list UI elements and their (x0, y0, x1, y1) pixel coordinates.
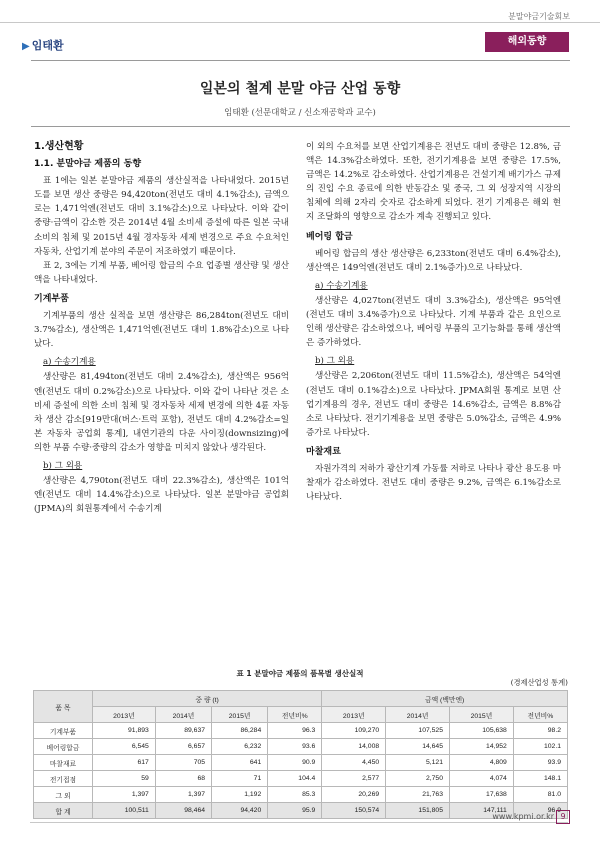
table-cell: 6,232 (212, 739, 268, 755)
table-row-label: 기계부품 (34, 723, 93, 739)
table-row-label: 합 계 (34, 803, 93, 819)
table-cell: 98,464 (155, 803, 211, 819)
table-cell: 6,657 (155, 739, 211, 755)
table-header-item: 품 목 (34, 691, 93, 723)
table-cell: 1,397 (155, 787, 211, 803)
table-cell: 81.0 (513, 787, 567, 803)
left-column (34, 140, 289, 516)
paragraph: 생산량은 2,206ton(전년도 대비 11.5%감소), 생산액은 54억엔(전년도 대비 0.1%감소)으로 나타났다. JPMA회원 통계로 보면 산업기계용의 경우, 전년도 대비 중량은 14.6%감소, 금액은 8.8%감소로 나타났다. 전기기계용을 보면 중량은 5.0%감소, 금액은 4.9% 증가로 나타났다. (306, 371, 561, 438)
table-row (34, 771, 568, 787)
table-cell: 150,574 (322, 803, 386, 819)
table-cell: 705 (155, 755, 211, 771)
article-title: 일본의 철계 분말 야금 산업 동향 (199, 81, 401, 97)
table-cell: 21,763 (386, 787, 450, 803)
table-row-label: 그 외 (34, 787, 93, 803)
table-row (34, 787, 568, 803)
subheading-transport: a) 수송기계용 (315, 280, 368, 291)
table-cell: 96.3 (268, 723, 322, 739)
table-cell: 59 (93, 771, 156, 787)
subheading-other: b) 그 외용 (43, 460, 83, 471)
table-header-amount: 금액 (백만엔) (322, 691, 568, 707)
table-cell: 104.4 (268, 771, 322, 787)
author-tag-label: 임태환 (31, 39, 64, 52)
heading-bearing-alloy: 베어링 합금 (306, 231, 353, 242)
table-cell: 93.9 (513, 755, 567, 771)
table-row-label: 마찰재료 (34, 755, 93, 771)
subheading-other: b) 그 외용 (315, 356, 355, 367)
paragraph: 기계부품의 생산 실적을 보면 생산량은 86,284ton(전년도 대비 3.7%감소), 생산액은 1,471억엔(전년도 대비 1.8%감소)으로 나타났다. (34, 311, 289, 350)
heading-friction-material: 마찰재료 (306, 446, 341, 457)
table-col-header: 2013년 (322, 707, 386, 723)
right-column (306, 140, 561, 504)
table-row (34, 739, 568, 755)
table-cell: 1,397 (93, 787, 156, 803)
table-col-header: 2015년 (450, 707, 514, 723)
table-col-header: 전년비% (268, 707, 322, 723)
journal-name: 분말야금기술회보 (508, 12, 570, 21)
table-cell: 100,511 (93, 803, 156, 819)
table-cell: 14,645 (386, 739, 450, 755)
title-rule-bottom (31, 126, 570, 127)
footer-rule (30, 822, 568, 823)
paragraph: 자원가격의 저하가 광산기계 가동률 저하로 나타나 광산 용도용 마찰재가 감소하였다. 전년도 대비 중량은 9.2%, 금액은 6.1%감소로 나타났다. (306, 463, 561, 503)
table-row (34, 723, 568, 739)
table-row-label: 베어링합금 (34, 739, 93, 755)
table-cell: 5,121 (386, 755, 450, 771)
table-cell: 4,809 (450, 755, 514, 771)
table-col-header: 2014년 (386, 707, 450, 723)
subheading-transport: a) 수송기계용 (43, 357, 96, 368)
website-link[interactable]: www.kpmi.or.kr (492, 812, 554, 821)
article-byline: 임태환 (선문대학교 / 신소재공학과 교수) (224, 108, 376, 118)
table-cell: 94,420 (212, 803, 268, 819)
table-cell: 91,893 (93, 723, 156, 739)
table-row (34, 755, 568, 771)
table-cell: 85.3 (268, 787, 322, 803)
table-header-weight: 중 량 (t) (93, 691, 322, 707)
section-tag: 해외동향 (485, 32, 569, 52)
table-cell: 71 (212, 771, 268, 787)
table-cell: 68 (155, 771, 211, 787)
table-cell: 86,284 (212, 723, 268, 739)
header-rule (0, 22, 600, 23)
production-table (33, 690, 568, 819)
table-total-row (34, 803, 568, 819)
heading-machine-parts: 기계부품 (34, 293, 69, 304)
table-cell: 4,450 (322, 755, 386, 771)
table-cell: 4,074 (450, 771, 514, 787)
table-cell: 151,805 (386, 803, 450, 819)
author-tag (22, 37, 64, 53)
table-col-header: 전년비% (513, 707, 567, 723)
table-cell: 1,192 (212, 787, 268, 803)
table-col-header: 2013년 (93, 707, 156, 723)
table-cell: 95.9 (268, 803, 322, 819)
table-row-label: 전기접점 (34, 771, 93, 787)
table-cell: 105,638 (450, 723, 514, 739)
paragraph: 베어링 합금의 생산 생산량은 6,233ton(전년도 대비 6.4%감소), 생산액은 149억엔(전년도 대비 2.1%증가)으로 나타났다. (306, 248, 561, 273)
table-cell: 147,111 (450, 803, 514, 819)
paragraph: 표 2, 3에는 기계 부품, 베어링 합금의 수요 업종별 생산량 및 생산액을 나타내었다. (34, 260, 289, 285)
table-caption: 표 1 분말야금 제품의 품목별 생산실적 (236, 669, 364, 678)
table-cell: 6,545 (93, 739, 156, 755)
table-cell: 102.1 (513, 739, 567, 755)
table-col-header: 2014년 (155, 707, 211, 723)
paragraph: 생산량은 81,494ton(전년도 대비 2.4%감소), 생산액은 956억엔(전년도 대비 0.2%감소)으로 나타났다. 이와 같이 나타난 것은 소비세 증설에 의한 소비 침체 및 경자동차 세제 변경에 의한 4륜 자동차 생산 감소[919만대(버스·트럭 포함), 전년도 대비 4.2%감소=일본 자동차 공업회 통계], 내연기관의 다운 사이징(downsizing)에 의한 부품 수량·중량의 감소가 영향을 미치지 않았나 생각된다. (34, 372, 289, 453)
title-rule-top (31, 60, 570, 61)
heading-production: 1.생산현황 (34, 141, 84, 152)
paragraph: 이 외의 수요처를 보면 산업기계용은 전년도 대비 중량은 12.8%, 금액은 14.3%감소하였다. 또한, 전기기계용을 보면 중량은 17.5%, 금액은 14.2%로 감소하였다. 산업기계용은 건설기계 배기가스 규제의 진입 수요 종료에 의한 반동감소 및 중국, 그 외 성장지역 시장의 침체에 의해 2자리 숫자로 감소하게 되었다. 전기 기계용은 해외 현지 조달화의 영향으로 감소가 계속 진행되고 있다. (306, 142, 561, 223)
table-cell: 98.2 (513, 723, 567, 739)
table-cell: 17,638 (450, 787, 514, 803)
page-number: 9 (556, 810, 570, 824)
paragraph: 표 1에는 일본 분말야금 제품의 생산실적을 나타내었다. 2015년도를 보면 생산 중량은 94,420ton(전년도 대비 4.1%감소), 금액으로는 1,471억엔(전년도 대비 3.1%감소)으로 나타났다. 이와 같이 중량·금액이 감소한 것은 2014년 4월 소비세 증설에 따른 일본 국내 소비의 침체 및 2015년 4월 경자동차 세제 변경으로 주요 수요처인 자동차, 산업기계 분야의 주문이 저조하였기 때문이다. (34, 176, 289, 257)
table-cell: 93.6 (268, 739, 322, 755)
table-cell: 96.9 (513, 803, 567, 819)
table-cell: 2,577 (322, 771, 386, 787)
table-cell: 109,270 (322, 723, 386, 739)
heading-pm-products: 1.1. 분말야금 제품의 동향 (34, 159, 142, 170)
table-cell: 617 (93, 755, 156, 771)
table-cell: 14,008 (322, 739, 386, 755)
table-cell: 20,269 (322, 787, 386, 803)
paragraph: 생산량은 4,027ton(전년도 대비 3.3%감소), 생산액은 95억엔(전년도 대비 3.4%증가)으로 나타났다. 기계 부품과 같은 요인으로 인해 생산량은 감소하였으나, 베어링 부품의 고기능화를 통해 생산액은 증가하였다. (306, 295, 561, 349)
table-cell: 89,637 (155, 723, 211, 739)
table-cell: 2,750 (386, 771, 450, 787)
table-cell: 148.1 (513, 771, 567, 787)
table-col-header: 2015년 (212, 707, 268, 723)
table-cell: 641 (212, 755, 268, 771)
table-cell: 90.9 (268, 755, 322, 771)
table-cell: 107,525 (386, 723, 450, 739)
paragraph: 생산량은 4,790ton(전년도 대비 22.3%감소), 생산액은 101억엔(전년도 대비 14.4%감소)으로 나타났다. 일본 분말야금 공업회(JPMA)의 회원통계에서 수송기계 (34, 476, 289, 515)
table-cell: 14,952 (450, 739, 514, 755)
triangle-icon: ▶ (22, 41, 30, 52)
table-source: (경제산업성 통계) (510, 678, 568, 687)
